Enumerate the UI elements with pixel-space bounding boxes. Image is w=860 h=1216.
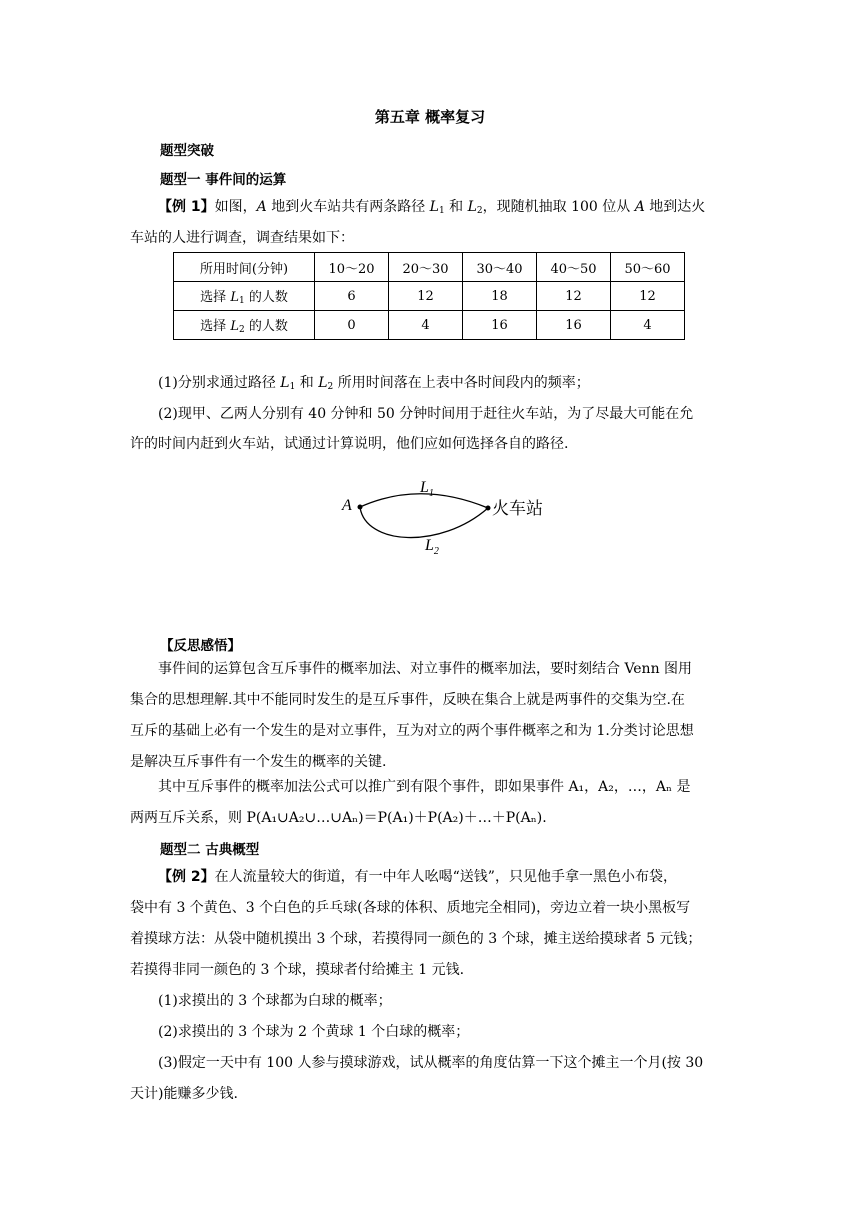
- table-cell: 16: [463, 311, 537, 340]
- row-label-post: 的人数: [244, 319, 288, 334]
- table-cell: 12: [389, 282, 463, 311]
- point-a-label: A: [342, 497, 352, 514]
- table-cell: 4: [389, 311, 463, 340]
- table-header-cell: 20～30: [389, 253, 463, 282]
- reflection-heading: 【反思感悟】: [160, 638, 241, 654]
- row-label-var: L: [230, 319, 239, 334]
- station-dot: [486, 506, 491, 511]
- example2-l3: 着摸球方法：从袋中随机摸出 3 个球，若摸得同一颜色的 3 个球，摊主送给摸球者 5 元钱；: [130, 931, 702, 947]
- q1-mid: 和: [295, 375, 319, 391]
- row-label-l2: [174, 311, 315, 340]
- table-cell: 0: [315, 311, 389, 340]
- table-cell: 18: [463, 282, 537, 311]
- example1-seg-f: 和: [444, 199, 468, 215]
- reflection-p2-l1: 其中互斥事件的概率加法公式可以推广到有限个事件，即如果事件 A₁，A₂，…，Aₙ 是: [158, 779, 691, 795]
- example1-seg-i: ，现随机抽取 100 位从: [482, 199, 635, 215]
- example1-seg-k: 地到达火: [644, 199, 706, 215]
- q1-var2: L: [318, 375, 328, 391]
- example2-l4: 若摸得非同一颜色的 3 个球，摸球者付给摊主 1 元钱.: [130, 962, 465, 978]
- table-header-cell: 所用时间(分钟): [174, 253, 315, 282]
- example1-sub-2: 2: [476, 206, 483, 216]
- section-heading: 题型突破: [160, 143, 214, 159]
- example2-q2: (2)求摸出的 3 个球为 2 个黄球 1 个白球的概率；: [158, 1024, 470, 1040]
- example2-l1-text: 在人流量较大的街道，有一中年人吆喝“送钱”，只见他手拿一黑色小布袋，: [214, 869, 677, 885]
- table-cell: 16: [537, 311, 611, 340]
- row-label-sub: 1: [238, 296, 245, 306]
- table-header-cell: 40～50: [537, 253, 611, 282]
- example2-q3-l2: 天计)能赚多少钱.: [130, 1086, 238, 1102]
- path-l2-sub: 2: [433, 546, 439, 557]
- chapter-title: 第五章 概率复习: [374, 108, 486, 126]
- row-label-post: 的人数: [244, 290, 288, 305]
- path-l1-var: L: [420, 479, 429, 496]
- example2-q3-l1: (3)假定一天中有 100 人参与摸球游戏，试从概率的角度估算一下这个摊主一个月(按 30: [158, 1055, 704, 1071]
- point-a-dot: [358, 505, 363, 510]
- reflection-p1-l1: 事件间的运算包含互斥事件的概率加法、对立事件的概率加法，要时刻结合 Venn 图用: [158, 661, 693, 677]
- table-row: [174, 282, 685, 311]
- table-header-cell: 50～60: [611, 253, 685, 282]
- table-row: [174, 311, 685, 340]
- table-cell: 12: [611, 282, 685, 311]
- path-l2-curve: [360, 507, 488, 538]
- row-label-pre: 选择: [200, 319, 231, 334]
- example1-seg-a: 如图，: [214, 199, 257, 215]
- table-header-row: [174, 253, 685, 282]
- q1-pre: (1)分别求通过路径: [158, 375, 281, 391]
- example1-var-l2: L: [467, 199, 477, 215]
- example2-q1: (1)求摸出的 3 个球都为白球的概率；: [158, 993, 392, 1009]
- reflection-p1-l2: 集合的思想理解.其中不能同时发生的是互斥事件，反映在集合上就是两事件的交集为空.在: [130, 692, 685, 708]
- example1-var-a2: A: [634, 199, 645, 215]
- question2-line1: (2)现甲、乙两人分别有 40 分钟和 50 分钟时间用于赶往火车站，为了尽最大可能在允: [158, 406, 694, 422]
- q1-var1: L: [280, 375, 290, 391]
- example1-seg-c: 地到火车站共有两条路径: [266, 199, 430, 215]
- row-label-var: L: [230, 290, 239, 305]
- path-l2-label: [424, 537, 439, 557]
- table-cell: 6: [315, 282, 389, 311]
- table-cell: 4: [611, 311, 685, 340]
- reflection-p1-l3: 互斥的基础上必有一个发生的是对立事件，互为对立的两个事件概率之和为 1.分类讨论思想: [130, 723, 694, 739]
- survey-table: [173, 252, 685, 340]
- path-l1-label: [419, 479, 434, 499]
- example1-label: 【例 1】: [158, 199, 215, 215]
- example2-l2: 袋中有 3 个黄色、3 个白色的乒乓球(各球的体积、质地完全相同)，旁边立着一块小黑板写: [130, 900, 691, 916]
- station-label: 火车站: [492, 499, 543, 519]
- example1-var-a: A: [256, 199, 267, 215]
- reflection-p2-l2: 两两互斥关系，则 P(A₁∪A₂∪…∪Aₙ)＝P(A₁)＋P(A₂)＋…＋P(Aₙ).: [130, 810, 547, 826]
- route-diagram: [330, 470, 560, 570]
- type1-heading: 题型一 事件间的运算: [160, 172, 287, 188]
- table-cell: 12: [537, 282, 611, 311]
- row-label-pre: 选择: [200, 290, 231, 305]
- example2-label: 【例 2】: [158, 869, 215, 885]
- example1-var-l1: L: [429, 199, 439, 215]
- q1-sub1: 1: [289, 382, 296, 392]
- table-header-cell: 30～40: [463, 253, 537, 282]
- path-l2-var: L: [425, 537, 434, 554]
- reflection-p1-l4: 是解决互斥事件有一个发生的概率的关键.: [130, 754, 387, 770]
- type2-heading: 题型二 古典概型: [160, 842, 260, 858]
- q1-sub2: 2: [327, 382, 334, 392]
- example1-line2: 车站的人进行调查，调查结果如下：: [130, 230, 354, 246]
- q1-post: 所用时间落在上表中各时间段内的频率；: [333, 375, 590, 391]
- row-label-sub: 2: [238, 325, 245, 335]
- example1-sub-1: 1: [438, 206, 445, 216]
- table-header-cell: 10～20: [315, 253, 389, 282]
- question2-line2: 许的时间内赶到火车站，试通过计算说明，他们应如何选择各自的路径.: [130, 436, 569, 452]
- row-label-l1: [174, 282, 315, 311]
- path-l1-sub: 1: [428, 488, 434, 499]
- example2-l1: [130, 862, 730, 894]
